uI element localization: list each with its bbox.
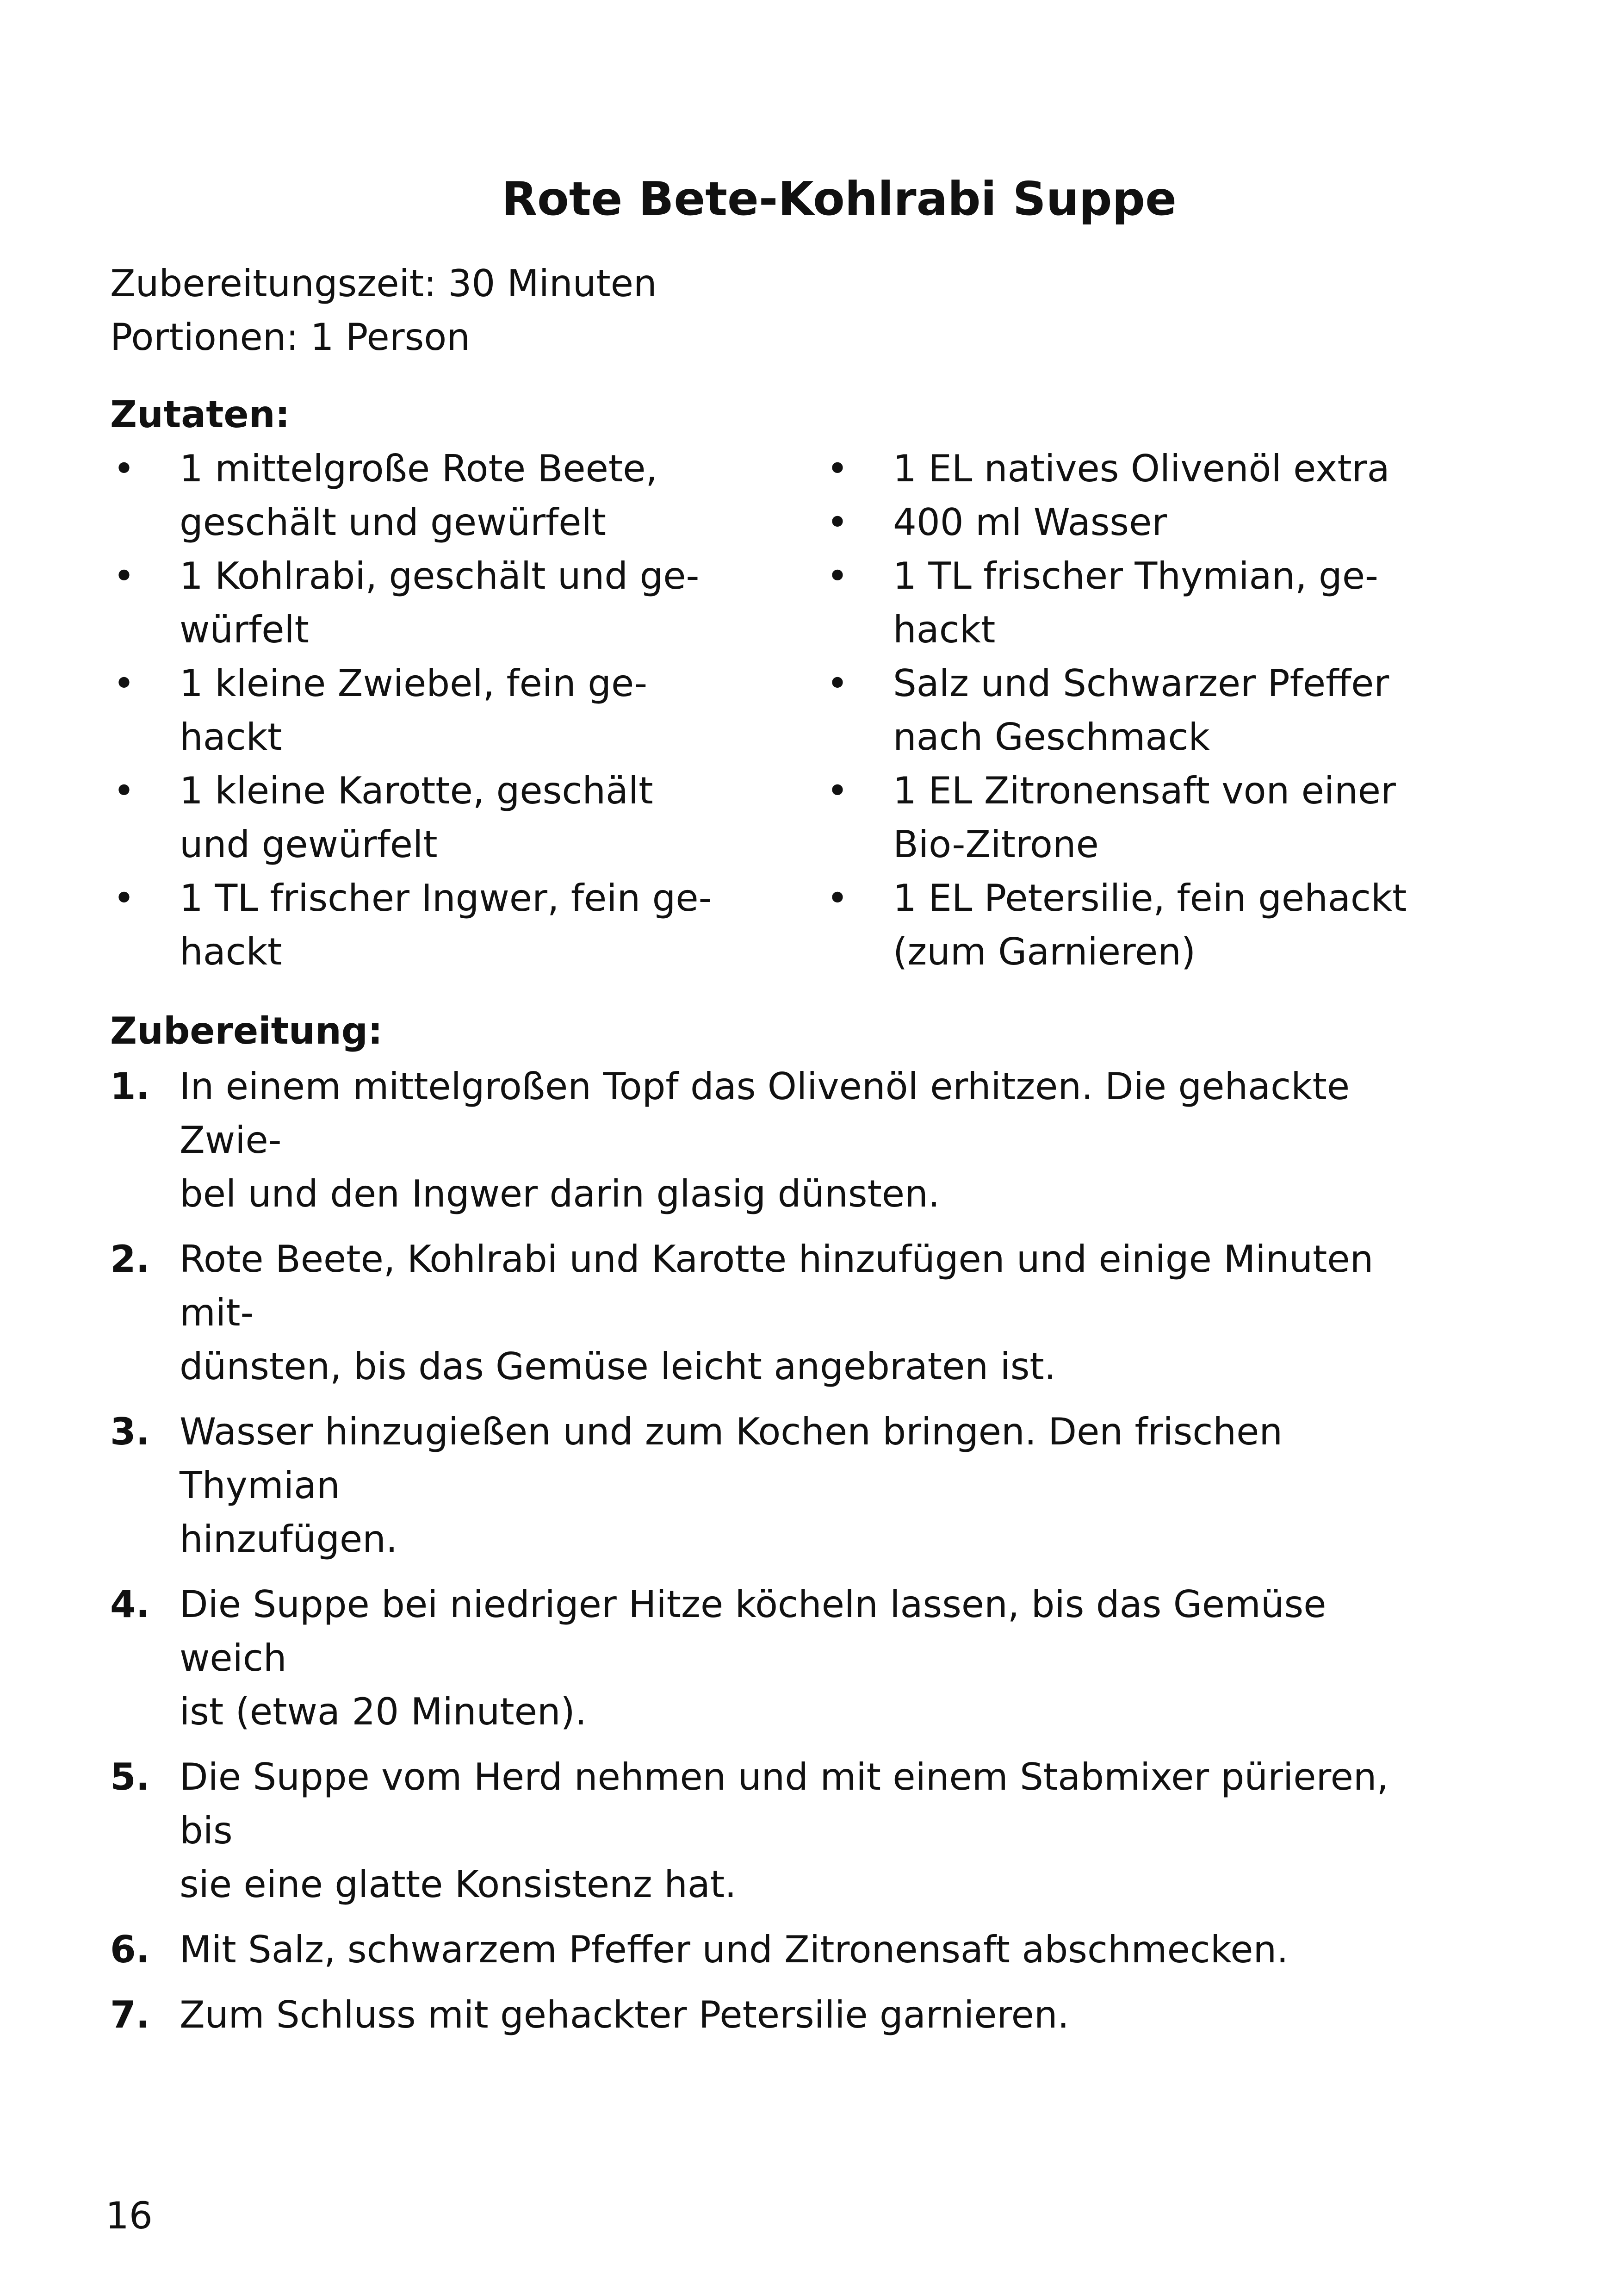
step-line: dünsten, bis das Gemüse leicht angebraten ist. (180, 1345, 1056, 1388)
ingredient-line: geschält und gewürfelt (180, 501, 607, 544)
step-number: 1. (110, 1065, 150, 1108)
step-item (110, 1232, 1415, 1394)
step-item (110, 1923, 1415, 1977)
step-item (110, 1988, 1415, 2042)
step-item (110, 1060, 1415, 1221)
ingredient-line: Bio-Zitrone (893, 823, 1099, 866)
ingredient-line: 1 TL frischer Thymian, ge- (893, 554, 1378, 597)
step-item (110, 1405, 1415, 1566)
step-line: hinzufügen. (180, 1518, 398, 1561)
ingredient-item (824, 496, 1471, 549)
bullet-icon: • (826, 877, 849, 920)
ingredient-line: hackt (180, 716, 282, 759)
step-line: Wasser hinzugießen und zum Kochen bringen. Den frischen Thymian (180, 1410, 1283, 1507)
bullet-icon: • (113, 554, 135, 597)
ingredient-line: 1 kleine Zwiebel, fein ge- (180, 662, 648, 705)
step-number: 3. (110, 1410, 150, 1453)
step-number: 2. (110, 1238, 150, 1281)
prep-time: Zubereitungszeit: 30 Minuten (110, 262, 657, 305)
recipe-meta (110, 257, 657, 364)
step-number: 7. (110, 1993, 150, 2036)
ingredient-line: 1 EL natives Olivenöl extra (893, 447, 1390, 490)
bullet-icon: • (826, 554, 849, 597)
ingredient-line: 1 mittelgroße Rote Beete, (180, 447, 657, 490)
ingredient-line: Salz und Schwarzer Pfeffer (893, 662, 1389, 705)
step-number: 4. (110, 1583, 150, 1626)
bullet-icon: • (826, 769, 849, 812)
step-line: Zum Schluss mit gehackter Petersilie garnieren. (180, 1993, 1069, 2036)
step-line: Mit Salz, schwarzem Pfeffer und Zitronensaft abschmecken. (180, 1928, 1289, 1971)
step-line: bel und den Ingwer darin glasig dünsten. (180, 1172, 940, 1215)
ingredients-heading: Zutaten: (110, 393, 290, 436)
bullet-icon: • (113, 662, 135, 705)
ingredient-item (110, 442, 758, 549)
bullet-icon: • (826, 501, 849, 544)
step-item (110, 1578, 1415, 1739)
step-line: Rote Beete, Kohlrabi und Karotte hinzufügen und einige Minuten mit- (180, 1238, 1374, 1334)
ingredient-item (824, 549, 1471, 657)
ingredient-item (110, 871, 758, 979)
bullet-icon: • (826, 662, 849, 705)
step-item (110, 1750, 1415, 1911)
ingredient-item (824, 871, 1471, 979)
ingredient-item (110, 549, 758, 657)
step-line: Die Suppe bei niedriger Hitze köcheln lassen, bis das Gemüse weich (180, 1583, 1327, 1680)
ingredient-line: hackt (893, 608, 996, 651)
bullet-icon: • (826, 447, 849, 490)
bullet-icon: • (113, 769, 135, 812)
ingredient-line: 1 EL Zitronensaft von einer (893, 769, 1396, 812)
ingredient-line: 1 TL frischer Ingwer, fein ge- (180, 877, 712, 920)
ingredient-line: 1 kleine Karotte, geschält (180, 769, 653, 812)
ingredient-line: 400 ml Wasser (893, 501, 1167, 544)
steps-list (110, 1060, 1415, 2053)
ingredient-line: 1 EL Petersilie, fein gehackt (893, 877, 1407, 920)
bullet-icon: • (113, 877, 135, 920)
recipe-title: Rote Bete-Kohlrabi Suppe (502, 172, 1177, 226)
step-line: Die Suppe vom Herd nehmen und mit einem Stabmixer pürieren, bis (180, 1755, 1389, 1852)
step-line: ist (etwa 20 Minuten). (180, 1690, 587, 1733)
ingredient-line: (zum Garnieren) (893, 930, 1196, 973)
step-number: 6. (110, 1928, 150, 1971)
ingredient-item (110, 657, 758, 764)
ingredient-line: 1 Kohlrabi, geschält und ge- (180, 554, 700, 597)
ingredient-item (824, 657, 1471, 764)
ingredient-item (824, 442, 1471, 496)
servings: Portionen: 1 Person (110, 316, 470, 359)
ingredient-line: würfelt (180, 608, 309, 651)
ingredient-item (824, 764, 1471, 871)
bullet-icon: • (113, 447, 135, 490)
ingredients-list-right (824, 442, 1471, 979)
ingredient-line: hackt (180, 930, 282, 973)
ingredient-item (110, 764, 758, 871)
page-number: 16 (105, 2194, 153, 2237)
step-line: sie eine glatte Konsistenz hat. (180, 1863, 737, 1906)
step-number: 5. (110, 1755, 150, 1798)
ingredient-line: nach Geschmack (893, 716, 1210, 759)
ingredients-list-left (110, 442, 758, 979)
steps-heading: Zubereitung: (110, 1009, 383, 1052)
ingredient-line: und gewürfelt (180, 823, 438, 866)
step-line: In einem mittelgroßen Topf das Olivenöl erhitzen. Die gehackte Zwie- (180, 1065, 1350, 1162)
